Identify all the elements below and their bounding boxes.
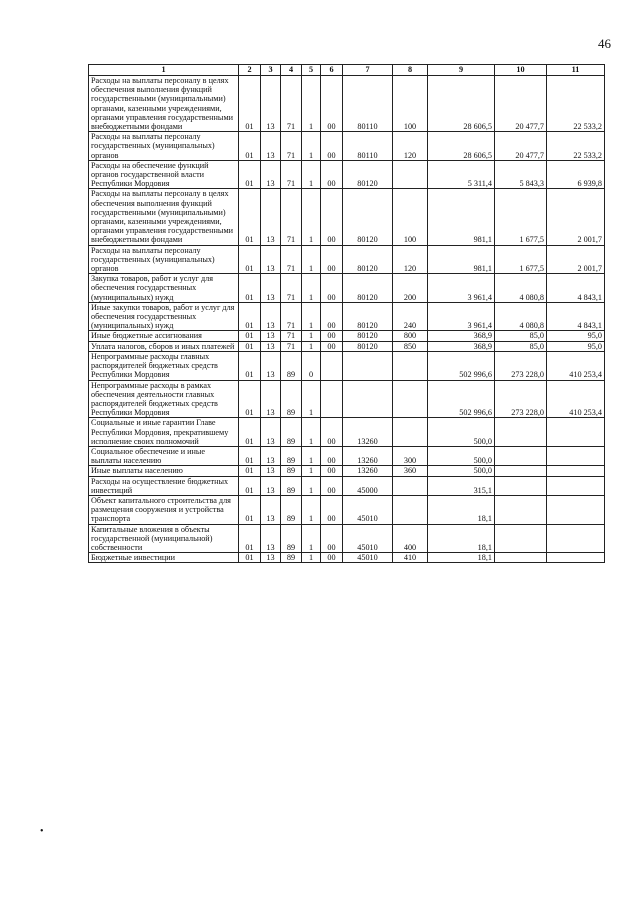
row-cell-col-8: 800	[393, 331, 428, 341]
row-cell-col-3: 13	[261, 160, 281, 189]
row-cell-col-5: 1	[302, 274, 321, 303]
row-name-cell: Иные бюджетные ассигнования	[89, 331, 239, 341]
row-cell-col-11: 2 001,7	[547, 245, 605, 274]
row-cell-col-11: 22 533,2	[547, 76, 605, 132]
row-cell-col-8	[393, 495, 428, 524]
row-cell-col-5: 1	[302, 476, 321, 495]
row-cell-col-8: 100	[393, 76, 428, 132]
row-cell-col-7: 80120	[343, 274, 393, 303]
row-cell-col-2: 01	[239, 553, 261, 563]
row-cell-col-7: 80120	[343, 341, 393, 351]
table-row	[89, 274, 605, 303]
row-cell-col-6: 00	[321, 341, 343, 351]
row-cell-col-7: 80120	[343, 245, 393, 274]
row-name-cell: Расходы на обеспечение функций органов государственной власти Республики Мордовия	[89, 160, 239, 189]
table-row	[89, 76, 605, 132]
row-cell-col-4: 89	[281, 466, 302, 476]
row-cell-col-10: 1 677,5	[495, 189, 547, 245]
row-name-cell: Расходы на выплаты персоналу государственных (муниципальных) органов	[89, 245, 239, 274]
row-cell-col-2: 01	[239, 76, 261, 132]
row-cell-col-2: 01	[239, 446, 261, 465]
row-cell-col-4: 89	[281, 524, 302, 553]
row-cell-col-3: 13	[261, 380, 281, 418]
row-cell-col-10: 273 228,0	[495, 380, 547, 418]
column-header-10: 10	[495, 65, 547, 76]
row-cell-col-8: 410	[393, 553, 428, 563]
row-name-cell: Уплата налогов, сборов и иных платежей	[89, 341, 239, 351]
row-cell-col-2: 01	[239, 476, 261, 495]
row-cell-col-4: 89	[281, 476, 302, 495]
row-cell-col-2: 01	[239, 160, 261, 189]
table-row	[89, 331, 605, 341]
row-cell-col-3: 13	[261, 466, 281, 476]
row-cell-col-9: 500,0	[428, 418, 495, 447]
row-cell-col-3: 13	[261, 524, 281, 553]
row-cell-col-6	[321, 380, 343, 418]
row-cell-col-9: 28 606,5	[428, 76, 495, 132]
row-cell-col-9: 18,1	[428, 524, 495, 553]
row-cell-col-11	[547, 495, 605, 524]
row-cell-col-7	[343, 351, 393, 380]
row-cell-col-9: 18,1	[428, 495, 495, 524]
row-cell-col-4: 71	[281, 245, 302, 274]
column-header-9: 9	[428, 65, 495, 76]
row-name-cell: Иные выплаты населению	[89, 466, 239, 476]
row-cell-col-4: 71	[281, 189, 302, 245]
row-cell-col-11: 6 939,8	[547, 160, 605, 189]
table-row	[89, 466, 605, 476]
row-cell-col-2: 01	[239, 380, 261, 418]
row-cell-col-6: 00	[321, 446, 343, 465]
row-cell-col-5: 1	[302, 132, 321, 161]
row-cell-col-5: 1	[302, 418, 321, 447]
row-cell-col-9: 500,0	[428, 446, 495, 465]
row-cell-col-4: 71	[281, 160, 302, 189]
row-name-cell: Социальные и иные гарантии Главе Республики Мордовия, прекратившему исполнение своих полномочий	[89, 418, 239, 447]
budget-table	[88, 64, 605, 563]
row-cell-col-11	[547, 476, 605, 495]
column-header-7: 7	[343, 65, 393, 76]
row-cell-col-7: 80120	[343, 302, 393, 331]
row-cell-col-6: 00	[321, 189, 343, 245]
row-cell-col-2: 01	[239, 524, 261, 553]
row-cell-col-3: 13	[261, 446, 281, 465]
row-cell-col-7	[343, 380, 393, 418]
row-name-cell: Социальное обеспечение и иные выплаты населению	[89, 446, 239, 465]
row-cell-col-7: 45010	[343, 495, 393, 524]
row-cell-col-3: 13	[261, 302, 281, 331]
row-cell-col-9: 28 606,5	[428, 132, 495, 161]
row-cell-col-6: 00	[321, 524, 343, 553]
row-cell-col-3: 13	[261, 476, 281, 495]
row-cell-col-4: 89	[281, 553, 302, 563]
row-cell-col-4: 71	[281, 331, 302, 341]
row-name-cell: Расходы на осуществление бюджетных инвестиций	[89, 476, 239, 495]
row-cell-col-9: 3 961,4	[428, 274, 495, 303]
row-name-cell: Расходы на выплаты персоналу государственных (муниципальных) органов	[89, 132, 239, 161]
row-cell-col-9: 368,9	[428, 331, 495, 341]
row-cell-col-2: 01	[239, 132, 261, 161]
row-cell-col-2: 01	[239, 351, 261, 380]
row-name-cell: Иные закупки товаров, работ и услуг для обеспечения государственных (муниципальных) нужд	[89, 302, 239, 331]
row-cell-col-4: 89	[281, 351, 302, 380]
row-cell-col-2: 01	[239, 274, 261, 303]
row-cell-col-5: 1	[302, 466, 321, 476]
row-cell-col-6: 00	[321, 132, 343, 161]
table-row	[89, 380, 605, 418]
table-row	[89, 189, 605, 245]
row-cell-col-4: 89	[281, 380, 302, 418]
row-cell-col-3: 13	[261, 331, 281, 341]
row-cell-col-11: 4 843,1	[547, 274, 605, 303]
row-cell-col-8: 200	[393, 274, 428, 303]
row-cell-col-5: 1	[302, 446, 321, 465]
row-cell-col-5: 1	[302, 524, 321, 553]
row-cell-col-5: 1	[302, 553, 321, 563]
row-cell-col-11	[547, 418, 605, 447]
row-cell-col-11: 4 843,1	[547, 302, 605, 331]
row-cell-col-10: 20 477,7	[495, 76, 547, 132]
row-cell-col-3: 13	[261, 274, 281, 303]
row-cell-col-4: 71	[281, 132, 302, 161]
row-cell-col-6: 00	[321, 245, 343, 274]
row-cell-col-8: 240	[393, 302, 428, 331]
table-row	[89, 351, 605, 380]
row-cell-col-10	[495, 418, 547, 447]
row-cell-col-10	[495, 466, 547, 476]
column-header-11: 11	[547, 65, 605, 76]
table-row	[89, 418, 605, 447]
row-cell-col-7: 80120	[343, 160, 393, 189]
row-cell-col-9: 315,1	[428, 476, 495, 495]
row-cell-col-8: 850	[393, 341, 428, 351]
table-row	[89, 160, 605, 189]
row-cell-col-8: 120	[393, 245, 428, 274]
row-cell-col-6: 00	[321, 553, 343, 563]
row-cell-col-9: 368,9	[428, 341, 495, 351]
row-cell-col-2: 01	[239, 341, 261, 351]
row-cell-col-5: 1	[302, 331, 321, 341]
row-cell-col-8: 300	[393, 446, 428, 465]
row-cell-col-5: 1	[302, 76, 321, 132]
row-cell-col-9: 3 961,4	[428, 302, 495, 331]
row-cell-col-3: 13	[261, 351, 281, 380]
row-cell-col-5: 1	[302, 160, 321, 189]
row-cell-col-4: 89	[281, 418, 302, 447]
row-cell-col-10: 4 080,8	[495, 274, 547, 303]
table-row	[89, 524, 605, 553]
row-cell-col-2: 01	[239, 331, 261, 341]
row-cell-col-3: 13	[261, 495, 281, 524]
row-cell-col-4: 71	[281, 341, 302, 351]
row-cell-col-8: 400	[393, 524, 428, 553]
row-cell-col-9: 981,1	[428, 245, 495, 274]
row-cell-col-8	[393, 418, 428, 447]
table-row	[89, 341, 605, 351]
row-cell-col-10	[495, 495, 547, 524]
table-row	[89, 495, 605, 524]
row-cell-col-3: 13	[261, 553, 281, 563]
table-row	[89, 446, 605, 465]
row-cell-col-10: 4 080,8	[495, 302, 547, 331]
row-cell-col-2: 01	[239, 189, 261, 245]
row-name-cell: Капитальные вложения в объекты государственной (муниципальной) собственности	[89, 524, 239, 553]
row-cell-col-5: 1	[302, 495, 321, 524]
row-cell-col-8	[393, 476, 428, 495]
column-header-8: 8	[393, 65, 428, 76]
row-cell-col-7: 45000	[343, 476, 393, 495]
table-row	[89, 553, 605, 563]
row-cell-col-8: 360	[393, 466, 428, 476]
row-cell-col-7: 80110	[343, 76, 393, 132]
row-cell-col-5: 1	[302, 380, 321, 418]
row-cell-col-9: 502 996,6	[428, 380, 495, 418]
row-cell-col-4: 71	[281, 274, 302, 303]
column-header-4: 4	[281, 65, 302, 76]
column-header-1: 1	[89, 65, 239, 76]
row-cell-col-7: 13260	[343, 418, 393, 447]
row-cell-col-10	[495, 476, 547, 495]
row-cell-col-9: 18,1	[428, 553, 495, 563]
row-cell-col-5: 0	[302, 351, 321, 380]
row-cell-col-7: 13260	[343, 446, 393, 465]
row-cell-col-7: 80110	[343, 132, 393, 161]
row-cell-col-4: 89	[281, 446, 302, 465]
row-cell-col-7: 13260	[343, 466, 393, 476]
table-header-row	[89, 65, 605, 76]
row-cell-col-4: 71	[281, 302, 302, 331]
row-cell-col-2: 01	[239, 495, 261, 524]
table-row	[89, 476, 605, 495]
row-cell-col-10	[495, 446, 547, 465]
row-cell-col-11: 410 253,4	[547, 380, 605, 418]
row-cell-col-8: 120	[393, 132, 428, 161]
row-cell-col-10: 85,0	[495, 331, 547, 341]
row-name-cell: Расходы на выплаты персоналу в целях обеспечения выполнения функций государственными (муниципальными) органами, казенными учреждениями, органами управления государственными внебюджетными фондами	[89, 76, 239, 132]
row-cell-col-9: 981,1	[428, 189, 495, 245]
row-cell-col-5: 1	[302, 189, 321, 245]
row-cell-col-6: 00	[321, 302, 343, 331]
row-name-cell: Непрограммные расходы главных распорядителей бюджетных средств Республики Мордовия	[89, 351, 239, 380]
table-row	[89, 132, 605, 161]
row-cell-col-6	[321, 351, 343, 380]
row-cell-col-2: 01	[239, 245, 261, 274]
row-cell-col-2: 01	[239, 302, 261, 331]
row-cell-col-3: 13	[261, 189, 281, 245]
column-header-6: 6	[321, 65, 343, 76]
table-body	[89, 76, 605, 563]
row-cell-col-9: 500,0	[428, 466, 495, 476]
row-cell-col-6: 00	[321, 76, 343, 132]
page-number: 46	[598, 36, 611, 51]
row-cell-col-11: 410 253,4	[547, 351, 605, 380]
row-cell-col-10: 5 843,3	[495, 160, 547, 189]
row-cell-col-10: 273 228,0	[495, 351, 547, 380]
row-cell-col-3: 13	[261, 76, 281, 132]
row-cell-col-6: 00	[321, 160, 343, 189]
row-cell-col-11: 22 533,2	[547, 132, 605, 161]
row-cell-col-6: 00	[321, 274, 343, 303]
footer-bullet: •	[40, 826, 44, 837]
row-name-cell: Объект капитального строительства для размещения сооружения и устройства транспорта	[89, 495, 239, 524]
row-name-cell: Бюджетные инвестиции	[89, 553, 239, 563]
column-header-3: 3	[261, 65, 281, 76]
row-cell-col-7: 80120	[343, 189, 393, 245]
row-cell-col-6: 00	[321, 476, 343, 495]
table-row	[89, 302, 605, 331]
row-cell-col-6: 00	[321, 331, 343, 341]
row-name-cell: Закупка товаров, работ и услуг для обеспечения государственных (муниципальных) нужд	[89, 274, 239, 303]
row-cell-col-11: 95,0	[547, 331, 605, 341]
row-cell-col-7: 45010	[343, 524, 393, 553]
row-cell-col-6: 00	[321, 418, 343, 447]
row-cell-col-10: 85,0	[495, 341, 547, 351]
row-cell-col-8	[393, 380, 428, 418]
column-header-2: 2	[239, 65, 261, 76]
row-cell-col-5: 1	[302, 341, 321, 351]
row-cell-col-3: 13	[261, 245, 281, 274]
row-cell-col-11: 95,0	[547, 341, 605, 351]
row-cell-col-11	[547, 466, 605, 476]
row-cell-col-2: 01	[239, 418, 261, 447]
table-row	[89, 245, 605, 274]
row-cell-col-11	[547, 524, 605, 553]
row-cell-col-8: 100	[393, 189, 428, 245]
row-cell-col-5: 1	[302, 245, 321, 274]
row-cell-col-2: 01	[239, 466, 261, 476]
row-cell-col-5: 1	[302, 302, 321, 331]
row-cell-col-7: 80120	[343, 331, 393, 341]
row-cell-col-3: 13	[261, 341, 281, 351]
row-cell-col-6: 00	[321, 466, 343, 476]
row-cell-col-11	[547, 553, 605, 563]
row-cell-col-10: 20 477,7	[495, 132, 547, 161]
row-cell-col-9: 502 996,6	[428, 351, 495, 380]
row-cell-col-8	[393, 351, 428, 380]
row-name-cell: Непрограммные расходы в рамках обеспечения деятельности главных распорядителей бюджетных средств Республики Мордовия	[89, 380, 239, 418]
column-header-5: 5	[302, 65, 321, 76]
row-cell-col-3: 13	[261, 132, 281, 161]
row-cell-col-4: 71	[281, 76, 302, 132]
row-cell-col-4: 89	[281, 495, 302, 524]
row-cell-col-7: 45010	[343, 553, 393, 563]
row-name-cell: Расходы на выплаты персоналу в целях обеспечения выполнения функций государственными (муниципальными) органами, казенными учреждениями, органами управления государственными внебюджетными фондами	[89, 189, 239, 245]
row-cell-col-11: 2 001,7	[547, 189, 605, 245]
row-cell-col-6: 00	[321, 495, 343, 524]
row-cell-col-8	[393, 160, 428, 189]
row-cell-col-3: 13	[261, 418, 281, 447]
row-cell-col-10	[495, 553, 547, 563]
row-cell-col-10	[495, 524, 547, 553]
row-cell-col-10: 1 677,5	[495, 245, 547, 274]
row-cell-col-11	[547, 446, 605, 465]
row-cell-col-9: 5 311,4	[428, 160, 495, 189]
